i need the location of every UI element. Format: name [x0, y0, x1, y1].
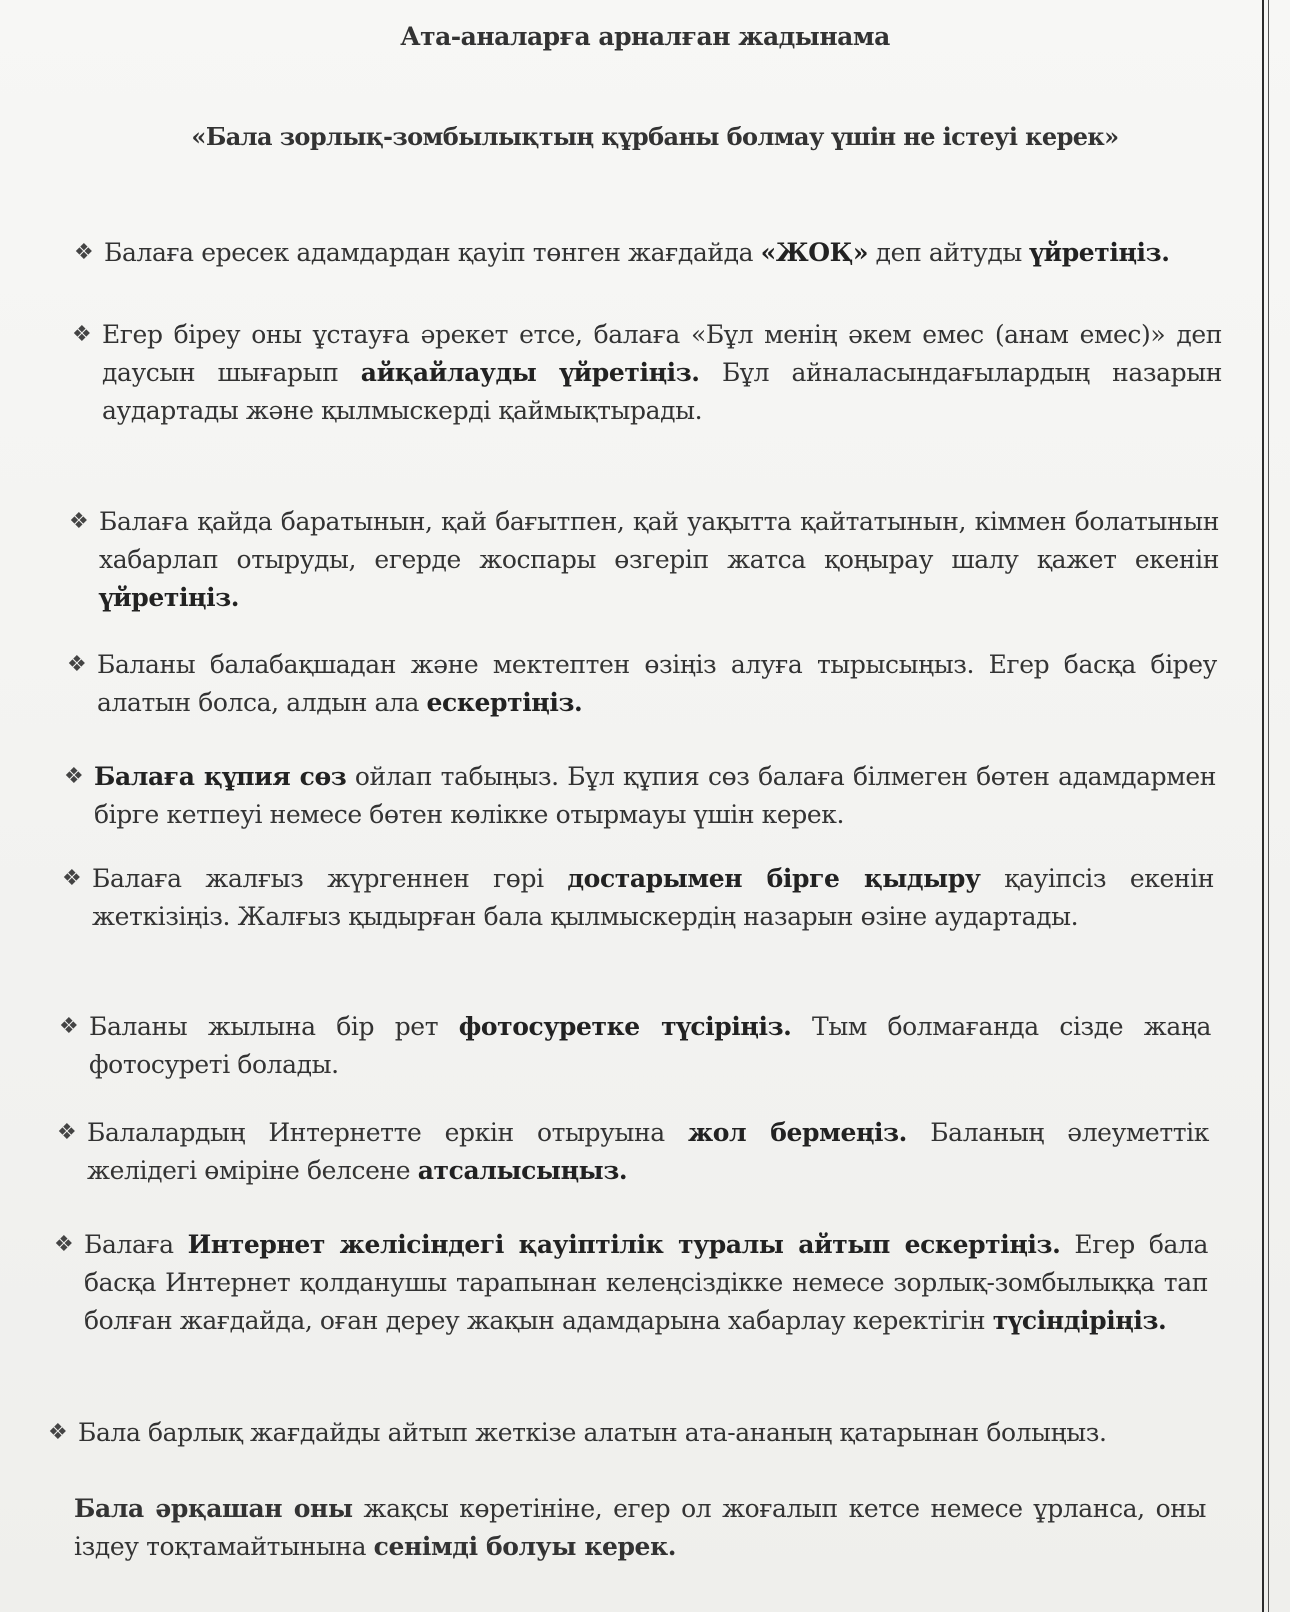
text-segment: жақсы көретініне, егер ол жоғалып кетсе немесе ұрланса, оны іздеу тоқтамайтынына — [74, 1494, 1206, 1561]
diamond-cluster-icon: ❖ — [72, 322, 92, 347]
page-border-line — [1262, 0, 1264, 1612]
bold-text: Балаға құпия сөз — [94, 762, 347, 791]
text-segment: Балаға ересек адамдардан қауіп төнген жағдайда — [104, 238, 761, 267]
diamond-cluster-icon: ❖ — [67, 652, 87, 677]
list-item — [67, 646, 1217, 722]
list-item — [57, 1114, 1209, 1190]
text-segment: Балалардың Интернетте еркін отыруына — [87, 1118, 688, 1147]
text-segment: Бұл айналасындағылардың назарын аудартады және қылмыскерді қаймықтырады. — [102, 358, 1222, 425]
diamond-cluster-icon: ❖ — [54, 1232, 74, 1257]
text-segment: Балаға қайда баратынын, қай бағытпен, қай уақытта қайтатынын, кіммен болатынын хабарлап отыруды, егерде жоспары өзгеріп жатса қоңырау шалу қажет екенін — [99, 507, 1219, 574]
bold-text: айқайлауды үйретіңіз. — [360, 358, 700, 387]
document-title: Ата-аналарға арналған жадынама — [400, 22, 890, 51]
diamond-cluster-icon: ❖ — [64, 764, 84, 789]
list-item — [72, 316, 1222, 430]
list-item — [48, 1414, 1206, 1452]
list-item — [62, 860, 1215, 936]
text-segment: Баланың әлеуметтік желідегі өміріне белсене — [87, 1118, 1209, 1185]
bold-text: сенімді болуы керек. — [373, 1532, 677, 1561]
diamond-cluster-icon: ❖ — [59, 1014, 79, 1039]
list-item — [69, 503, 1219, 617]
text-segment: Баланы жылына бір рет — [89, 1012, 459, 1041]
text-segment: деп айтуды — [868, 238, 1030, 267]
diamond-cluster-icon: ❖ — [57, 1120, 77, 1145]
text-segment: Егер біреу оны ұстауға әрекет етсе, балаға «Бұл менің әкем емес (анам емес)» деп даусын шығарып — [102, 320, 1222, 387]
text-segment: Баланы балабақшадан және мектептен өзіңіз алуға тырысыңыз. Егер басқа біреу алатын болса, алдын ала — [97, 650, 1217, 717]
document-subtitle: «Бала зорлық-зомбылықтың құрбаны болмау үшін не істеуі керек» — [191, 122, 1119, 151]
bold-text: достарымен бірге қыдыру — [567, 864, 981, 893]
bold-text: түсіндіріңіз. — [992, 1306, 1167, 1335]
diamond-cluster-icon: ❖ — [74, 240, 94, 265]
list-item — [64, 758, 1216, 834]
list-item — [59, 1008, 1211, 1084]
bold-text: «ЖОҚ» — [760, 238, 869, 267]
text-segment: ойлап табыңыз. Бұл құпия сөз балаға білмеген бөтен адамдармен бірге кетпеуі немесе бөтен көлікке отырмауы үшін керек. — [94, 762, 1216, 829]
text-segment: Балаға жалғыз жүргеннен гөрі — [92, 864, 568, 893]
bold-text: ескертіңіз. — [426, 688, 583, 717]
list-item — [74, 234, 1222, 272]
page-border-line-inner — [1268, 0, 1269, 1612]
text-segment: Егер бала басқа Интернет қолданушы тарапынан келеңсіздікке немесе зорлық-зомбылыққа тап болған жағдайда, оған дереу жақын адамдарына хабарлау керектігін — [84, 1230, 1209, 1335]
bold-text: Интернет желісіндегі қауіптілік туралы айтып ескертіңіз. — [187, 1230, 1061, 1259]
text-segment: Бала барлық жағдайды айтып жеткізе алатын ата-ананың қатарынан болыңыз. — [78, 1418, 1107, 1447]
text-segment: Балаға — [84, 1230, 188, 1259]
diamond-cluster-icon: ❖ — [69, 509, 89, 534]
text-segment: қауіпсіз екенін жеткізіңіз. Жалғыз қыдырған бала қылмыскердің назарын өзіне аудартады. — [92, 864, 1215, 931]
bold-text: фотосуретке түсіріңіз. — [458, 1012, 792, 1041]
bold-text: атсалысыңыз. — [417, 1156, 628, 1185]
closing-paragraph — [74, 1490, 1206, 1566]
bold-text: жол бермеңіз. — [687, 1118, 907, 1147]
bold-text: үйретіңіз. — [99, 583, 240, 612]
bold-text: үйретіңіз. — [1029, 238, 1170, 267]
diamond-cluster-icon: ❖ — [48, 1420, 68, 1445]
text-segment: Тым болмағанда сізде жаңа фотосуреті болады. — [89, 1012, 1211, 1079]
bold-text: Бала әрқашан оны — [74, 1494, 353, 1523]
list-item — [54, 1226, 1209, 1340]
diamond-cluster-icon: ❖ — [62, 866, 82, 891]
